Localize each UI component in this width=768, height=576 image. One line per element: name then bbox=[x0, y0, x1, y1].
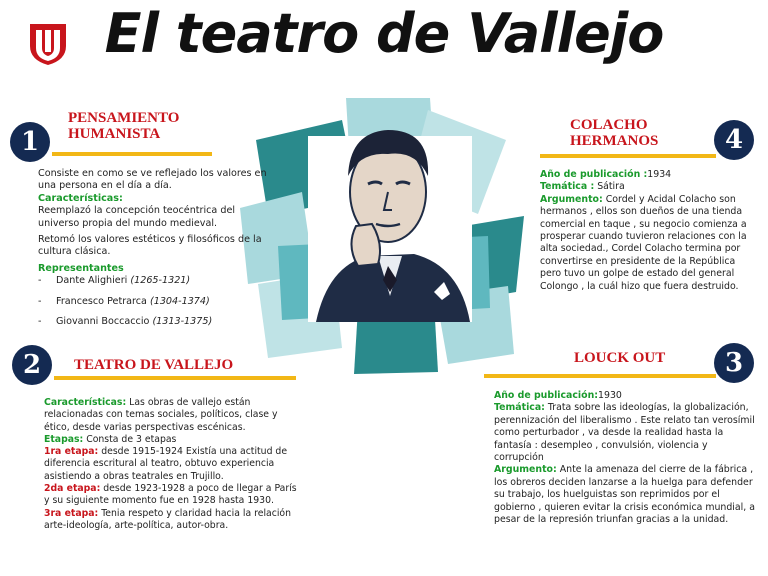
portrait-collage bbox=[238, 96, 528, 376]
section-3-body: Año de publicación:1930 Temática: Trata sobre las ideologías, la globalización, perennización del liberalismo . Este relato tan verosímil como perturbador , va desde la realidad hasta la fantasía : desempleo , convulsión, violencia y corrupción Argumento: Ante la amenaza del cierre de la fábrica , los obreros deciden lanzarse a la huelga para defender su trabajo, los huelguistas son reprimidos por el gobierno , quieren evitar la crisis económica mundial, a pesar de la represión triunfan gracias a la unidad. bbox=[494, 390, 755, 526]
section-heading: LOUCK OUT bbox=[574, 350, 666, 366]
characteristics-label: Características: bbox=[38, 192, 123, 204]
section-number-badge: 3 bbox=[714, 343, 754, 383]
representatives-label: Representantes bbox=[38, 262, 124, 274]
section-number-badge: 2 bbox=[12, 345, 52, 385]
retomo-text: Retomó los valores estéticos y filosóficos de la cultura clásica. bbox=[38, 234, 262, 258]
intro-text: Consiste en como se ve reflejado los valores en una persona en el día a día. bbox=[38, 168, 267, 192]
vallejo-portrait bbox=[308, 130, 472, 322]
page-title: El teatro de Vallejo bbox=[104, 2, 664, 65]
heading-underline bbox=[540, 154, 716, 158]
list-item: - Giovanni Boccaccio (1313-1375) bbox=[38, 316, 268, 328]
section-2-body: Características: Las obras de vallejo están relacionadas con temas sociales, políticos, clase y ético, desde varias perspectivas escénicas. Etapas: Consta de 3 etapas 1ra etapa: desde 1915-1924 Existía una actitud de diferencia escritural al teatro, obtuvo experiencia asistiendo a obras teatrales en Trujillo. 2da etapa: desde 1923-1928 a poco de llegar a París y su siguiente momento fue en 1928 hasta 1930. 3ra etapa: Tenia respeto y claridad hacia la relación arte-ideología, arte-política, autor-obra. bbox=[44, 397, 297, 531]
section-1-body bbox=[38, 168, 268, 328]
section-number-badge: 1 bbox=[10, 122, 50, 162]
section-heading: PENSAMIENTO HUMANISTA bbox=[68, 110, 180, 142]
heading-underline bbox=[484, 374, 716, 378]
section-heading: TEATRO DE VALLEJO bbox=[74, 357, 234, 373]
heading-underline bbox=[54, 376, 296, 380]
list-item: - Francesco Petrarca (1304-1374) bbox=[38, 296, 268, 308]
list-item: - Dante Alighieri (1265-1321) bbox=[38, 275, 268, 287]
section-heading: COLACHO HERMANOS bbox=[570, 117, 659, 149]
section-number-badge: 4 bbox=[714, 120, 754, 160]
section-4-body: Año de publicación :1934 Temática : Sátira Argumento: Cordel y Acidal Colacho son hermanos , ellos son dueños de una tienda comercial en taque , su negocio comienza a prosperar cuando tuvieron relaciones con la alta sociedad., Cordel Colacho termina por convertirse en presidente de la República pero tuvo un golpe de estado del general Colongo , la cuál hizo que fuera destruido. bbox=[540, 169, 747, 292]
characteristics-text: Reemplazó la concepción teocéntrica del universo propia del mundo medieval. bbox=[38, 205, 236, 229]
heading-underline bbox=[52, 152, 212, 156]
